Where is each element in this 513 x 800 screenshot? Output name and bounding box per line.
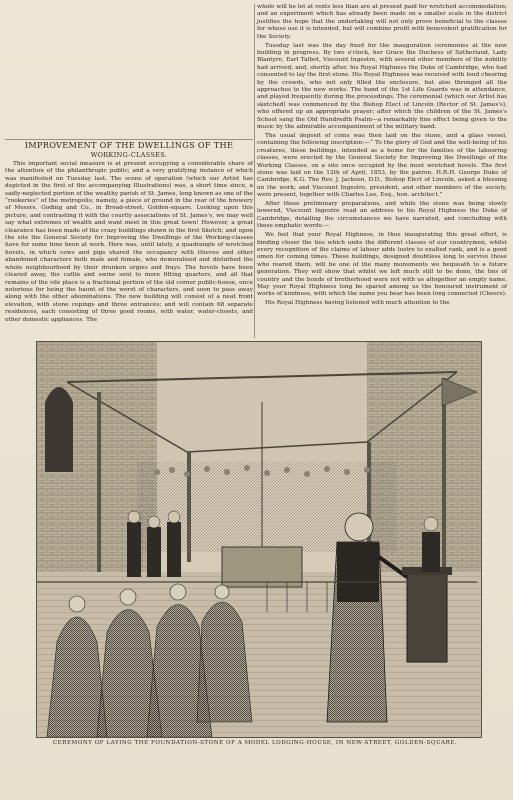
- right-paragraph-4: After these preliminary preparations, and while the stone was being slowly lowered, Viscount Ingestre read an address to his Royal Highness the Duke of Cambridge, detailing the circumstances we have narrated, and concluding with these emphatic words:—: [257, 201, 507, 230]
- right-column: [257, 4, 507, 309]
- right-paragraph-3: The usual deposit of coins was then laid on the stone, and a glass vessel, containing the following inscription:—“ To the glory of God and the well-being of his creatures, these buildings, intended as a home for the families of the labouring classes, were erected by the General Society for Improving the Dwellings of the Working Classes, on a site once occupied by the most wretched hovels. The first stone was laid on the 12th of April, 1853, by the patron, H.R.H. George Duke of Cambridge, K.G. The Rev. J. Jackson, D.D., Bishop Elect of Lincoln, asked a blessing on the work; and Viscount Ingestre, president, and other members of the society, were present, together with Charles Lee, Esq., hon. architect.”: [257, 132, 507, 199]
- engraving-illustration: [36, 341, 482, 738]
- column-divider: [254, 4, 255, 338]
- right-paragraph-5: We feel that your Royal Highness, in thus inaugurating this great effort, is binding closer the ties which unite the different classes of our countrymen, whilst every recognition of the claims of labour adds lustre to exalted rank, and is a good omen for coming times. These buildings, designed doubtless long to survive those who reared them, will be one of the many monuments we bequeath to a future generation. They will show that whilst we left much still to be done, the ties of country and the bonds of brotherhood were not with us altogether an empty name. May your Royal Highness long be spared among us the honoured instrument of works of kindness, with which the name you bear has been long connected (Cheers).: [257, 232, 507, 298]
- ceremony-engraving: [37, 342, 481, 737]
- figure-caption: CEREMONY OF LAYING THE FOUNDATION-STONE OF A MODEL LODGING-HOUSE, IN NEW-STREET, GOLDEN-SQUARE.: [52, 740, 458, 746]
- left-paragraph-1: This important social measure is at present occupying a considerable share of the attention of the philanthropic public; and a very gratifying instance of which was manifested on Tuesday last. The scene of operation (which our Artist has depicted in the first of the accompanying Illustrations) was, a short time since, a sadly-neglected portion of the wealthy parish of St. James, long known as one of the “rookeries” of the metropolis; namely, a piece of ground in the rear of the brewery of Messrs. Goding and Co., in Broad-street, Golden-square. Looking upon this picture, and contrasting it with the courtly associations of St. James's, we may well say what extremes of wealth and want meet in this great town! However, a great clearance has been made of the crazy buildings shown in the first Sketch; and upon the site the General Society for Improving the Dwellings of the Working-classes have for some time been at work. Here was, until lately, a quadrangle of wretched hovels, in which cows and pigs shared the occupancy with thieves and other abandoned characters both male and female, who demoralised and disturbed the whole neighbourhood by their drunken orgies and frays. The hovels have been cleared away, the cattle and swine sent to more fitting quarters, and all that remains of the vile place is a fractional portion of the old corner public-house, once notorious for being the haunt of the worst of characters, and soon to pass away along with the other abominations. The new building will consist of a neat front elevation, with stone copings and three entrances; and will contain 68 separate residences, each consisting of three good rooms, with water, water-closets, and other domestic appliances. The: [5, 161, 253, 323]
- article-title: IMPROVEMENT OF THE DWELLINGS OF THE: [24, 140, 234, 150]
- left-column: [5, 140, 253, 325]
- right-paragraph-1: whole will be let at rents less than are at present paid for wretched accommodation; and an experiment which has already been made on a smaller scale in the district justifies the hope that the undertaking will not only prove beneficial to the classes for whose use it is intended, but will combine profit with benevolent gratification for the Society.: [257, 4, 507, 40]
- right-paragraph-6: His Royal Highness having listened with much attention to the: [265, 300, 450, 307]
- right-paragraph-2: Tuesday last was the day fixed for the inauguration ceremonies at the new building in progress. By two o'clock, her Grace the Duchess of Sutherland, Lady Blantyre, Earl Talbot, Viscount Ingestre, with several other members of the nobility had arrived; and, shortly after, his Royal Highness the Duke of Cambridge, who had consented to lay the first stone. His Royal Highness was received with loud cheering by the crowds, who not only filled the enclosure, but also thronged all the approaches to the new works. The band of the 1st Life Guards was in attendance, and played frequently during the proceedings. The ceremonial (which our Artist has sketched) was commenced by the Bishop Elect of Lincoln (Rector of St. James's), who offered up an appropriate prayer; after which the children of the St. James's School sang the Old Hundredth Psalm—a remarkably fine effect being given to the music by the admirable accompaniment of the military band.: [257, 42, 507, 130]
- article-subtitle: WORKING-CLASSES.: [90, 151, 168, 159]
